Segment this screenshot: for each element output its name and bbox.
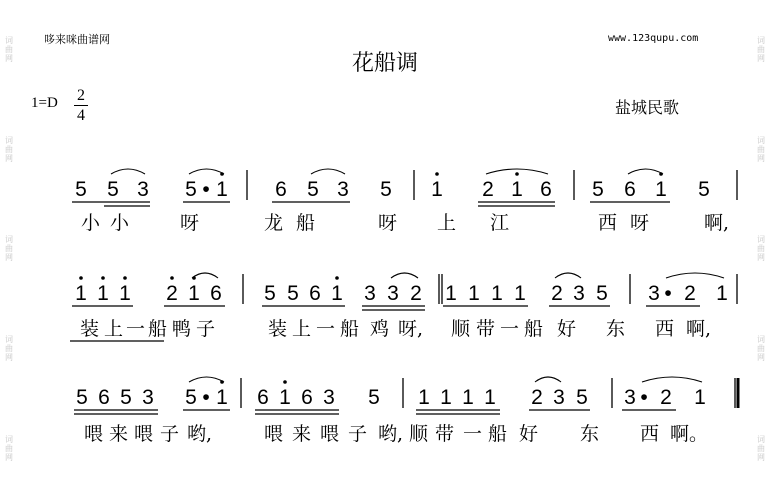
watermark-char: 曲 (757, 244, 765, 254)
score-system-3 (74, 377, 738, 445)
lyric: 来 (292, 423, 312, 445)
lyric: 好 (519, 423, 539, 445)
watermark-char: 曲 (757, 344, 765, 354)
note: 5 (592, 178, 604, 201)
note: 6 (309, 282, 321, 305)
lyric: 一 (463, 423, 483, 445)
slur (555, 273, 581, 278)
lyric: 西 (640, 423, 660, 445)
watermark-char: 曲 (5, 344, 13, 354)
note: 1 (445, 282, 457, 305)
lyric: 东 (606, 318, 626, 340)
lyric: 带 (476, 318, 496, 340)
lyric: 上 (292, 318, 312, 340)
note: 1 (694, 386, 706, 409)
watermark-char: 曲 (757, 443, 765, 453)
watermark-char: 曲 (5, 144, 13, 154)
slur (628, 169, 663, 174)
note: 1 (216, 386, 228, 409)
lyric: 一 (500, 318, 520, 340)
watermark-char: 网 (757, 353, 765, 363)
watermark-char: 曲 (5, 45, 13, 55)
watermark-char: 词 (5, 434, 13, 444)
watermark-char: 网 (757, 253, 765, 263)
note: 2 (482, 178, 494, 201)
note: 6 (210, 282, 222, 305)
watermark-char: 词 (757, 135, 765, 145)
time-signature-top: 2 (77, 87, 85, 104)
lyric: 呀, (398, 318, 424, 340)
lyric: 鸭 (172, 318, 192, 340)
note: 2 (660, 386, 672, 409)
note: 1 (119, 282, 131, 305)
lyric: 喂 (134, 423, 154, 445)
note: 1 (716, 282, 728, 305)
note: 5 (287, 282, 299, 305)
slur (535, 377, 561, 382)
composer: 盐城民歌 (615, 98, 680, 117)
slur (311, 169, 345, 174)
lyric: 啊。 (670, 423, 709, 445)
note: 2 (166, 282, 178, 305)
note: 1 (511, 178, 523, 201)
note: 5 (76, 386, 88, 409)
lyric: 顺 (409, 423, 429, 445)
note: 6 (257, 386, 269, 409)
note: 2 (410, 282, 422, 305)
note: 3 (142, 386, 154, 409)
note: 1 (188, 282, 200, 305)
note: 1 (418, 386, 430, 409)
lyric: 好 (557, 318, 577, 340)
dot-mark: • (640, 386, 648, 409)
lyric: 小 (110, 212, 130, 234)
lyric: 喂 (264, 423, 284, 445)
lyric: 啊, (686, 318, 712, 340)
watermark-char: 词 (5, 135, 13, 145)
lyric: 带 (435, 423, 455, 445)
note: 1 (431, 178, 443, 201)
note: 3 (553, 386, 565, 409)
note: 5 (698, 178, 710, 201)
note: 5 (576, 386, 588, 409)
slur (391, 273, 418, 278)
lyric: 哟, (378, 423, 404, 445)
note: 1 (331, 282, 343, 305)
lyric: 子 (196, 318, 216, 340)
lyric: 来 (109, 423, 129, 445)
note: 3 (624, 386, 636, 409)
lyric: 江 (490, 212, 510, 234)
lyric: 船 (148, 318, 168, 340)
slur (192, 273, 218, 278)
note: 2 (551, 282, 563, 305)
lyric: 船 (524, 318, 544, 340)
lyric: 西 (598, 212, 618, 234)
watermark-char: 词 (757, 434, 765, 444)
watermark-char: 曲 (757, 144, 765, 154)
watermark-char: 网 (757, 153, 765, 163)
lyric: 喂 (320, 423, 340, 445)
octave-dot (170, 276, 174, 280)
note: 1 (655, 178, 667, 201)
song-title: 花船调 (351, 51, 418, 76)
lyric: 喂 (84, 423, 104, 445)
score-system-2 (70, 273, 737, 341)
watermark-char: 网 (5, 54, 13, 64)
note: 3 (364, 282, 376, 305)
lyric: 装 (268, 318, 288, 340)
dot-mark: • (202, 178, 210, 201)
watermark-char: 曲 (5, 244, 13, 254)
watermark-char: 网 (757, 54, 765, 64)
lyric: 龙 (264, 212, 284, 234)
note: 5 (264, 282, 276, 305)
note: 6 (301, 386, 313, 409)
note: 6 (275, 178, 287, 201)
lyric: 哟, (187, 423, 213, 445)
site-url: www.123qupu.com (608, 33, 699, 44)
note: 5 (596, 282, 608, 305)
watermark-char: 曲 (5, 443, 13, 453)
note: 3 (387, 282, 399, 305)
note: 1 (440, 386, 452, 409)
watermark-char: 词 (757, 36, 765, 46)
watermark-char: 词 (5, 335, 13, 345)
watermark-char: 曲 (757, 45, 765, 55)
lyric: 啊, (704, 212, 730, 234)
watermark-char: 词 (757, 235, 765, 245)
lyric: 小 (81, 212, 101, 234)
note: 5 (75, 178, 87, 201)
watermark-char: 网 (5, 353, 13, 363)
lyric: 船 (340, 318, 360, 340)
lyric: 呀 (378, 212, 398, 234)
note: 1 (462, 386, 474, 409)
octave-dot (283, 380, 287, 384)
key-signature: 1=D (31, 95, 58, 111)
lyric: 顺 (451, 318, 471, 340)
note: 1 (484, 386, 496, 409)
score-system-1 (72, 169, 737, 234)
watermark-char: 网 (5, 253, 13, 263)
note: 3 (337, 178, 349, 201)
lyric: 呀 (630, 212, 650, 234)
slur (189, 377, 224, 382)
octave-dot (515, 172, 519, 176)
note: 1 (468, 282, 480, 305)
note: 3 (648, 282, 660, 305)
slur (642, 377, 702, 382)
note: 1 (514, 282, 526, 305)
lyric: 装 (80, 318, 100, 340)
note: 1 (75, 282, 87, 305)
slur (189, 169, 224, 174)
lyric: 西 (655, 318, 675, 340)
watermark-char: 词 (5, 235, 13, 245)
lyric: 一 (316, 318, 336, 340)
note: 5 (185, 386, 197, 409)
lyric: 船 (296, 212, 316, 234)
watermark-char: 网 (5, 452, 13, 462)
site-name: 哆来咪曲谱网 (44, 33, 110, 46)
octave-dot (79, 276, 83, 280)
note: 1 (216, 178, 228, 201)
note: 5 (380, 178, 392, 201)
octave-dot (435, 172, 439, 176)
note: 3 (323, 386, 335, 409)
note: 5 (107, 178, 119, 201)
slur (666, 273, 724, 278)
lyric: 上 (104, 318, 124, 340)
note: 6 (540, 178, 552, 201)
time-signature-bottom: 4 (77, 107, 85, 124)
note: 1 (279, 386, 291, 409)
watermark-char: 词 (5, 36, 13, 46)
note: 5 (120, 386, 132, 409)
watermark-char: 网 (5, 153, 13, 163)
note: 3 (573, 282, 585, 305)
slur (111, 169, 145, 174)
note: 5 (307, 178, 319, 201)
lyric: 上 (437, 212, 457, 234)
note: 3 (137, 178, 149, 201)
octave-dot (123, 276, 127, 280)
lyric: 呀 (180, 212, 200, 234)
dot-mark: • (664, 282, 672, 305)
note: 2 (531, 386, 543, 409)
watermark-char: 网 (757, 452, 765, 462)
note: 5 (185, 178, 197, 201)
lyric: 子 (348, 423, 368, 445)
lyric: 船 (488, 423, 508, 445)
lyric: 子 (160, 423, 180, 445)
note: 1 (97, 282, 109, 305)
lyric: 鸡 (370, 318, 390, 340)
dot-mark: • (202, 386, 210, 409)
note: 1 (491, 282, 503, 305)
lyric: 一 (126, 318, 146, 340)
note: 6 (98, 386, 110, 409)
octave-dot (101, 276, 105, 280)
watermark-char: 词 (757, 335, 765, 345)
lyric: 东 (580, 423, 600, 445)
note: 5 (368, 386, 380, 409)
note: 2 (684, 282, 696, 305)
note: 6 (624, 178, 636, 201)
octave-dot (335, 276, 339, 280)
